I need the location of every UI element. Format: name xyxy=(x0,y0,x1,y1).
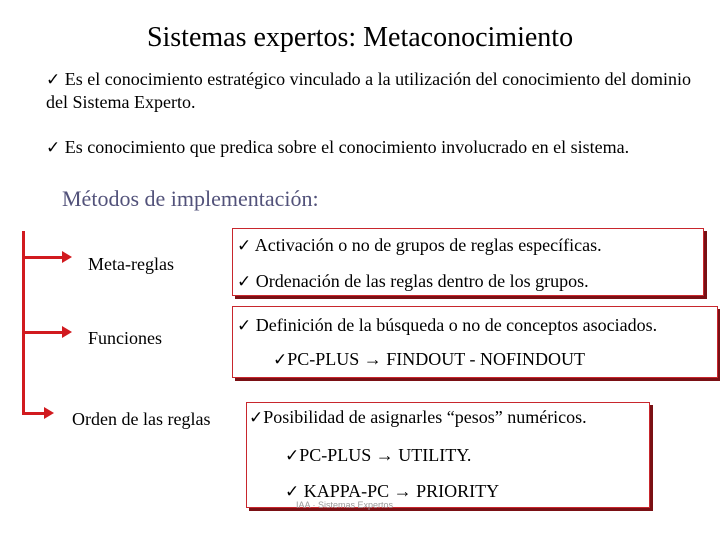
box-line-text: Definición de la búsqueda o no de conceptos asociados. xyxy=(255,315,658,335)
intro-item-2 xyxy=(46,136,706,159)
checkmark-icon: ✓ xyxy=(237,236,252,255)
method-label-meta-reglas: Meta-reglas xyxy=(88,254,174,274)
arrow-head-icon xyxy=(62,326,72,338)
checkmark-icon: ✓ xyxy=(46,70,61,89)
box-line-text: KAPPA-PC → PRIORITY xyxy=(303,481,500,501)
box-line xyxy=(285,445,471,466)
checkmark-icon: ✓ xyxy=(237,272,252,291)
arrow-shaft-1 xyxy=(22,256,64,259)
box-line xyxy=(237,235,602,256)
method-label-funciones: Funciones xyxy=(88,328,162,348)
funciones-box xyxy=(232,306,718,378)
box-line xyxy=(237,315,657,336)
box-line xyxy=(237,271,589,292)
box-line-text: Posibilidad de asignarles “pesos” numéricos. xyxy=(263,407,587,427)
checkmark-icon: ✓ xyxy=(273,350,288,369)
intro-item-1 xyxy=(46,68,706,114)
intro-text-1: Es el conocimiento estratégico vinculado a la utilización del conocimiento del dominio del Sistema Experto. xyxy=(46,69,692,112)
arrow-shaft-2 xyxy=(22,331,64,334)
box-line xyxy=(249,407,587,428)
checkmark-icon: ✓ xyxy=(46,138,61,157)
arrow-shaft-3 xyxy=(22,412,46,415)
box-line xyxy=(273,349,585,370)
box-line-text: PC-PLUS → FINDOUT - NOFINDOUT xyxy=(287,349,585,369)
method-label-orden-reglas: Orden de las reglas xyxy=(72,409,211,429)
checkmark-icon: ✓ xyxy=(285,482,300,501)
footer-text: IAA · Sistemas Expertos xyxy=(296,500,394,510)
arrow-head-icon xyxy=(62,251,72,263)
box-line-text: Ordenación de las reglas dentro de los grupos. xyxy=(255,271,589,291)
checkmark-icon: ✓ xyxy=(285,446,300,465)
box-line-text: PC-PLUS → UTILITY. xyxy=(299,445,472,465)
checkmark-icon: ✓ xyxy=(237,316,252,335)
intro-text-2: Es conocimiento que predica sobre el conocimiento involucrado en el sistema. xyxy=(64,137,630,157)
slide-title: Sistemas expertos: Metaconocimiento xyxy=(146,22,574,53)
box-line xyxy=(285,481,499,502)
orden-reglas-box xyxy=(246,402,650,508)
checkmark-icon: ✓ xyxy=(249,408,264,427)
meta-reglas-box xyxy=(232,228,704,296)
arrow-head-icon xyxy=(44,407,54,419)
methods-title: Métodos de implementación: xyxy=(62,186,319,211)
box-line-text: Activación o no de grupos de reglas específicas. xyxy=(254,235,602,255)
